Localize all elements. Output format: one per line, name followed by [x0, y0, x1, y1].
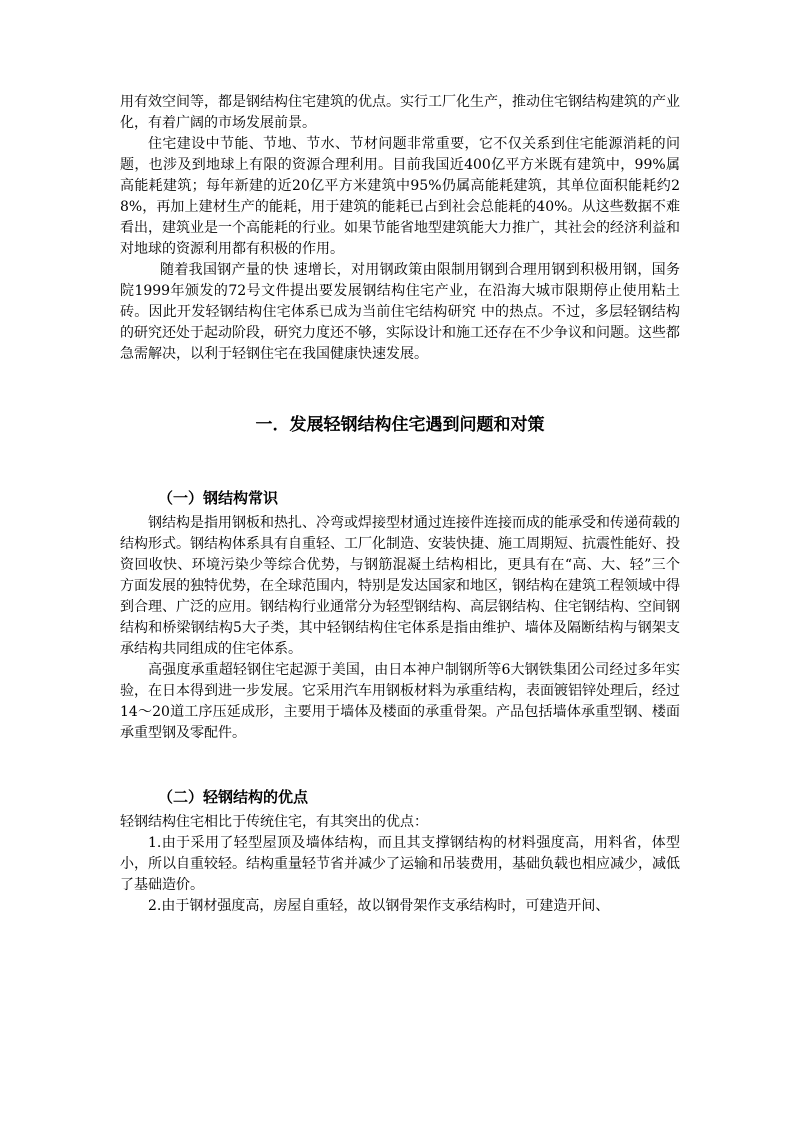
- subsection-title-steel-basics: （一）钢结构常识: [158, 489, 279, 507]
- list-item-advantage-1: 1.由于采用了轻型屋顶及墙体结构，而且其支撑钢结构的材料强度高，用料省，体型小，所以自重较轻。结构重量轻节省并减少了运输和吊装费用，基础负载也相应减少，减低了基础造价。: [120, 835, 680, 893]
- paragraph-energy-saving: 住宅建设中节能、节地、节水、节材问题非常重要，它不仅关系到住宅能源消耗的问题，也涉及到地球上有限的资源合理利用。目前我国近400亿平方米既有建筑中，99%属高能耗建筑；每年新建的近20亿平方米建筑中95%仍属高能耗建筑，其单位面积能耗约28%，再加上建材生产的能耗，用于建筑的能耗已占到社会总能耗的40%。从这些数据不难看出，建筑业是一个高能耗的行业。如果节能省地型建筑能大力推广，其社会的经济利益和对地球的资源利用都有积极的作用。: [120, 136, 680, 257]
- subsection-title-advantages: （二）轻钢结构的优点: [158, 788, 309, 806]
- document-page: [120, 92, 680, 917]
- paragraph-high-strength-steel: 高强度承重超轻钢住宅起源于美国，由日本神户制钢所等6大钢铁集团公司经过多年实验，在日本得到进一步发展。它采用汽车用钢板材料为承重结构，表面镀铝锌处理后，经过14～20道工序压延成形，主要用于墙体及楼面的承重骨架。产品包括墙体承重型钢、楼面承重型钢及零配件。: [120, 662, 680, 741]
- paragraph-steel-policy: 随着我国钢产量的快 速增长，对用钢政策由限制用钢到合理用钢到积极用钢，国务院1999年颁发的72号文件提出要发展钢结构住宅产业，在沿海大城市限期停止使用粘土砖。因此开发轻钢结构住宅体系已成为当前住宅结构研究 中的热点。不过，多层轻钢结构的研究还处于起动阶段，研究力度还不够，实际设计和施工还存在不少争议和问题。这些都急需解决，以利于轻钢住宅在我国健康快速发展。: [120, 262, 680, 362]
- paragraph-steel-definition: 钢结构是指用钢板和热扎、冷弯或焊接型材通过连接件连接而成的能承受和传递荷载的结构形式。钢结构体系具有自重轻、工厂化制造、安装快捷、施工周期短、抗震性能好、投资回收快、环境污染少等综合优势，与钢筋混凝土结构相比，更具有在“高、大、轻”三个方面发展的独特优势，在全球范围内，特别是发达国家和地区，钢结构在建筑工程领域中得到合理、广泛的应用。钢结构行业通常分为轻型钢结构、高层钢结构、住宅钢结构、空间钢结构和桥梁钢结构5大子类，其中轻钢结构住宅体系是指由维护、墙体及隔断结构与钢架支承结构共同组成的住宅体系。: [120, 515, 680, 657]
- paragraph-continuation: 用有效空间等，都是钢结构住宅建筑的优点。实行工厂化生产，推动住宅钢结构建筑的产业化，有着广阔的市场发展前景。: [120, 94, 680, 131]
- paragraph-advantages-intro: 轻钢结构住宅相比于传统住宅，有其突出的优点：: [120, 814, 428, 830]
- list-item-advantage-2: 2.由于钢材强度高，房屋自重轻，故以钢骨架作支承结构时，可建造开间、: [148, 898, 610, 914]
- section-title: 一．发展轻钢结构住宅遇到问题和对策: [255, 415, 545, 435]
